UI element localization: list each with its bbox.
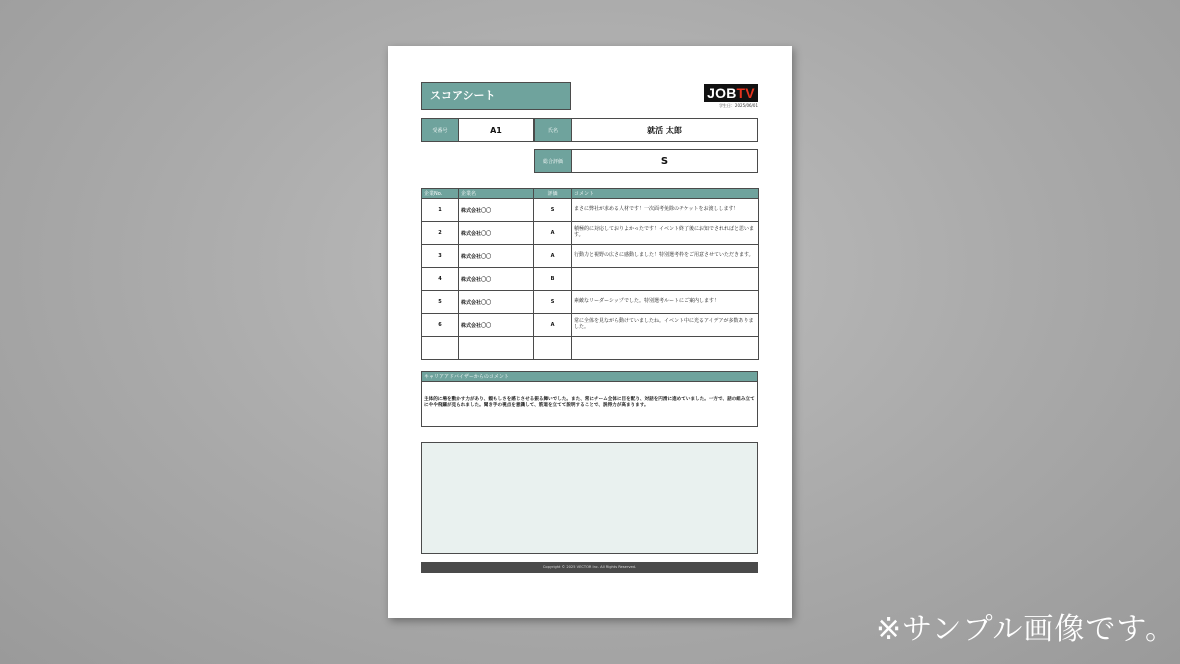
row-comment xyxy=(572,337,759,360)
score-sheet-document xyxy=(388,46,792,618)
overall-label: 総合評価 xyxy=(534,149,572,173)
row-grade xyxy=(534,337,572,360)
row-company: 株式会社〇〇 xyxy=(459,245,534,268)
row-grade: B xyxy=(534,268,572,291)
row-no: 2 xyxy=(422,222,459,245)
row-company: 株式会社〇〇 xyxy=(459,222,534,245)
logo-job-text: JOB xyxy=(707,85,737,101)
row-grade: A xyxy=(534,245,572,268)
advisor-comment-text: 主体的に場を動かす力があり、頼もしさを感じさせる振る舞いでした。また、常にチーム全体に目を配り、対話を円滑に進めていました。一方で、話の組み立てにやや飛躍が見られました。聞き手の視点を意識して、筋道を立てて説明することで、説得力が高まります。 xyxy=(421,381,758,427)
table-row xyxy=(422,222,759,245)
overall-value: S xyxy=(571,149,758,173)
row-grade: A xyxy=(534,314,572,337)
advisor-comment-label: キャリアアドバイザーからのコメント xyxy=(421,371,758,381)
row-comment: まさに弊社が求める人材です！一次面考免除のチケットをお渡しします！ xyxy=(572,199,759,222)
header-company-name: 企業名 xyxy=(459,189,534,199)
row-comment xyxy=(572,268,759,291)
row-no xyxy=(422,337,459,360)
row-company xyxy=(459,337,534,360)
memo-box xyxy=(421,442,758,554)
id-label: 受番号 xyxy=(421,118,459,142)
logo-tv-text: TV xyxy=(736,85,755,101)
table-row xyxy=(422,245,759,268)
row-company: 株式会社〇〇 xyxy=(459,268,534,291)
header-comment: コメント xyxy=(572,189,759,199)
table-row xyxy=(422,314,759,337)
row-company: 株式会社〇〇 xyxy=(459,314,534,337)
row-no: 6 xyxy=(422,314,459,337)
row-grade: S xyxy=(534,199,572,222)
row-grade: S xyxy=(534,291,572,314)
id-value: A1 xyxy=(458,118,534,142)
name-label: 氏名 xyxy=(534,118,572,142)
header-grade: 評価 xyxy=(534,189,572,199)
score-table xyxy=(421,188,759,360)
table-row xyxy=(422,199,759,222)
row-comment: 行動力と視野の広さに感動しました！特別選考枠をご用意させていただきます。 xyxy=(572,245,759,268)
sheet-date: 学生日：2025/06/01 xyxy=(718,103,758,108)
score-table-header xyxy=(422,189,759,199)
jobtv-logo xyxy=(704,84,758,102)
row-comment: 常に全体を見ながら動けていましたね。イベント中に光るアイデアが多数ありました。 xyxy=(572,314,759,337)
row-company: 株式会社〇〇 xyxy=(459,291,534,314)
table-row xyxy=(422,337,759,360)
table-row xyxy=(422,291,759,314)
row-no: 5 xyxy=(422,291,459,314)
table-row xyxy=(422,268,759,291)
copyright-footer: Copyright © 2025 VECTOR Inc. All Rights Reserved. xyxy=(421,562,758,573)
row-no: 3 xyxy=(422,245,459,268)
header-company-no: 企業No. xyxy=(422,189,459,199)
sheet-title: スコアシート xyxy=(421,82,571,110)
row-comment: 積極的に対応しておりよかったです！イベント終了後にお知でされればと思います。 xyxy=(572,222,759,245)
row-grade: A xyxy=(534,222,572,245)
row-no: 1 xyxy=(422,199,459,222)
sample-image-caption: ※サンプル画像です。 xyxy=(876,612,1177,647)
name-value: 就活 太郎 xyxy=(571,118,758,142)
row-no: 4 xyxy=(422,268,459,291)
row-comment: 素敵なリーダーシップでした。特別選考ルートにご案内します！ xyxy=(572,291,759,314)
row-company: 株式会社〇〇 xyxy=(459,199,534,222)
